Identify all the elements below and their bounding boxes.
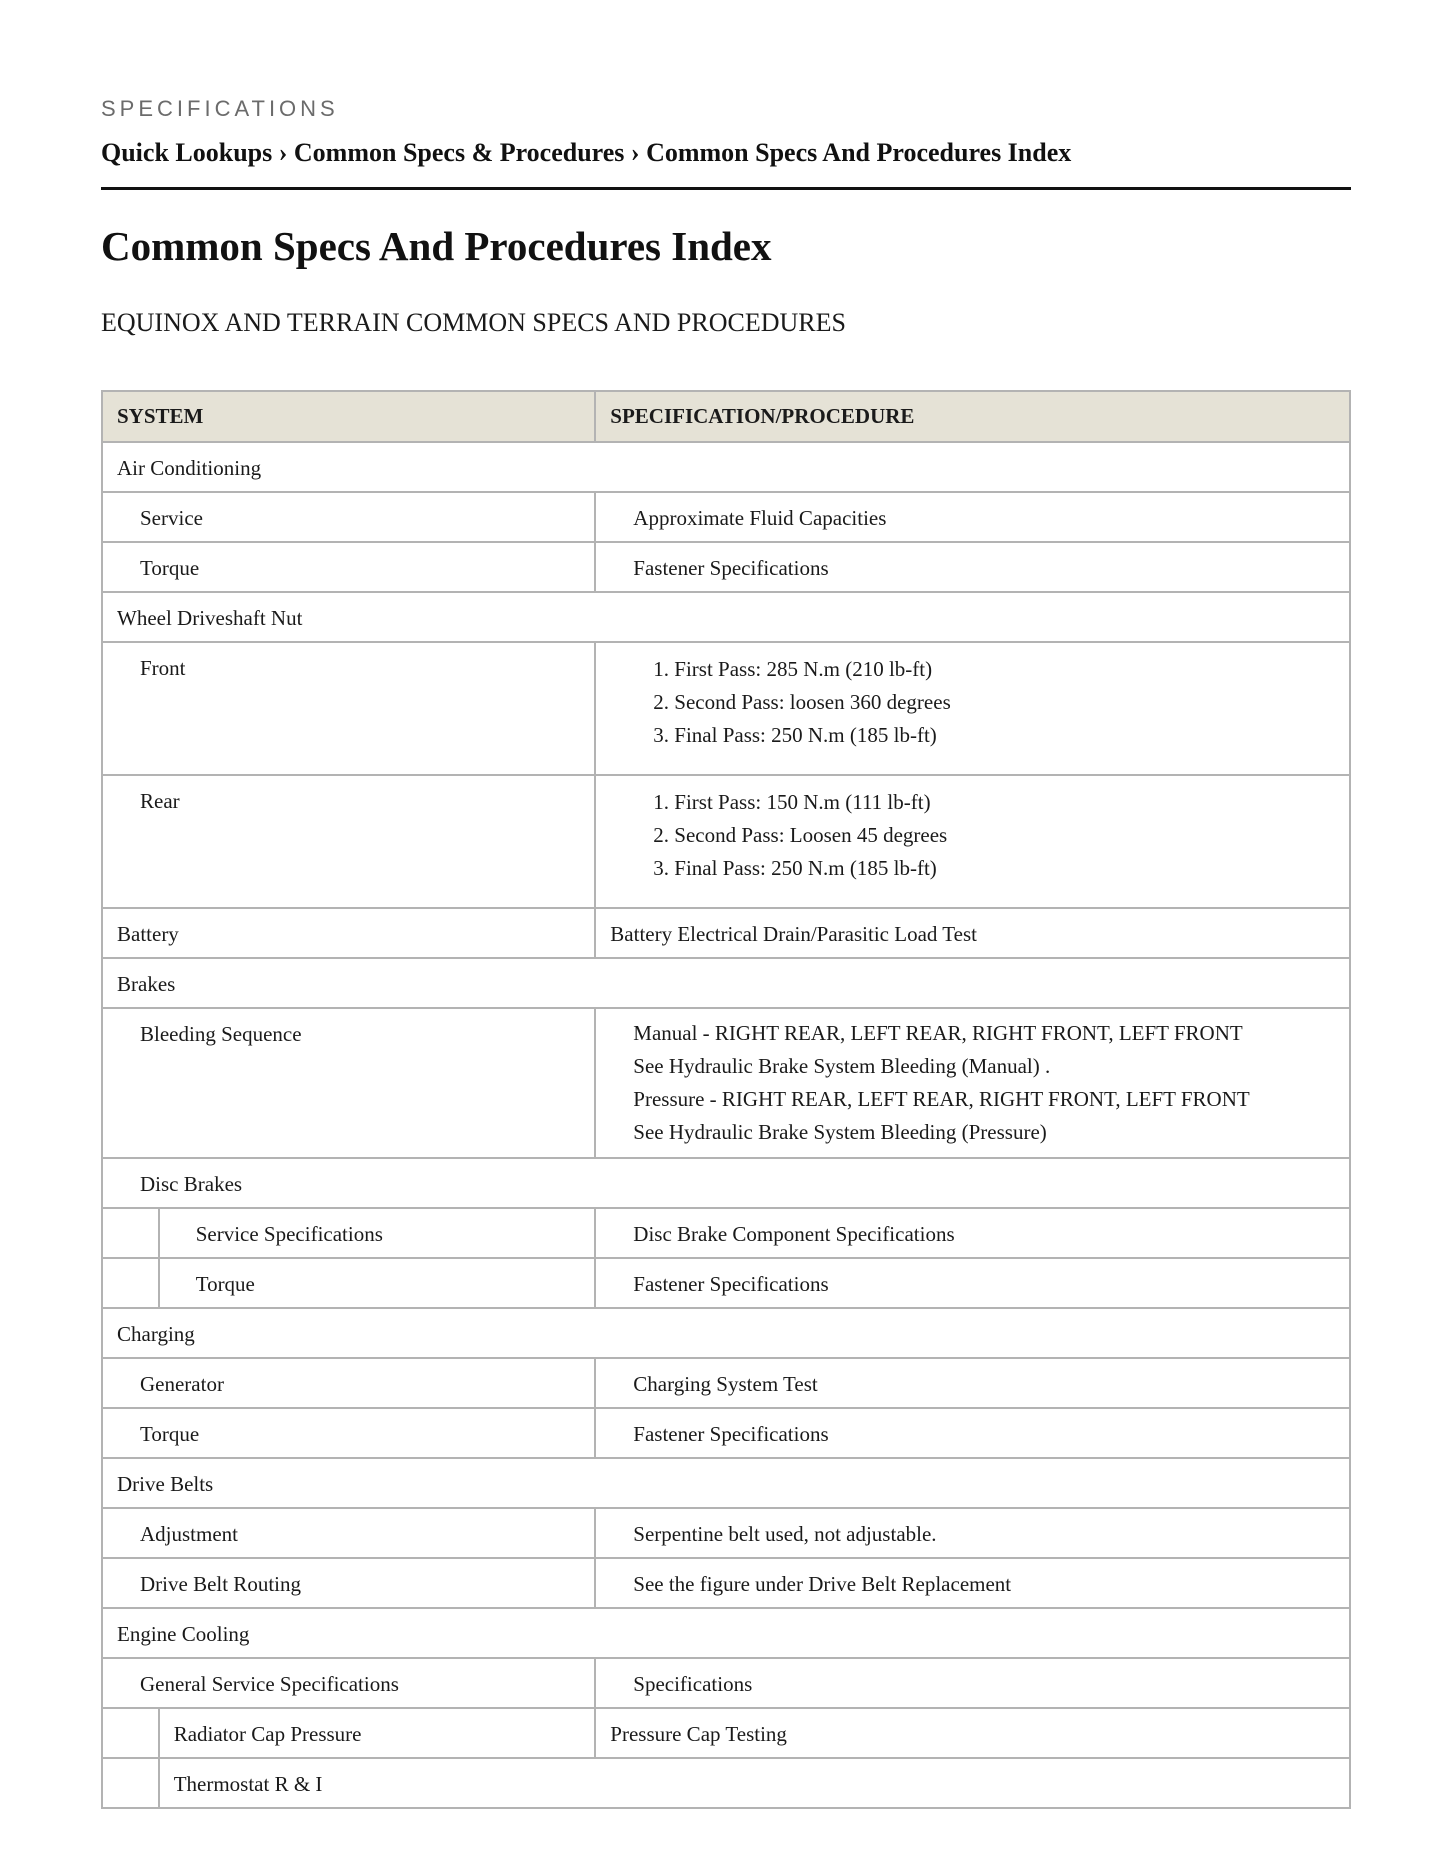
front-torque-steps [596, 653, 1349, 752]
row-value-link[interactable]: Fastener Specifications [633, 1422, 829, 1446]
category-battery: Battery [117, 922, 179, 946]
bleeding-sequence-text [596, 1009, 1349, 1157]
row-value-link[interactable]: Battery Electrical Drain/Parasitic Load Test [610, 922, 977, 946]
table-row [102, 1158, 1350, 1208]
indent-gutter [102, 1708, 159, 1758]
table-row [102, 1708, 1350, 1758]
table-row [102, 1458, 1350, 1508]
row-label: Drive Belt Routing [140, 1572, 301, 1596]
row-label: Service Specifications [195, 1222, 383, 1246]
row-label: Thermostat R & I [173, 1772, 323, 1796]
row-value-link[interactable]: See the figure under Drive Belt Replacement [633, 1572, 1012, 1596]
row-label: Service [140, 506, 203, 530]
table-row [102, 1658, 1350, 1708]
row-label: Bleeding Sequence [140, 1022, 302, 1046]
indent-gutter [102, 1258, 159, 1308]
indent-gutter [102, 1758, 159, 1808]
list-item: 2. Second Pass: loosen 360 degrees [674, 686, 1349, 719]
table-row [102, 1558, 1350, 1608]
table-row [102, 908, 1350, 958]
bleeding-line: Manual - RIGHT REAR, LEFT REAR, RIGHT FRONT, LEFT FRONT [633, 1021, 1243, 1045]
table-row [102, 1758, 1350, 1808]
page-subtitle: EQUINOX AND TERRAIN COMMON SPECS AND PROCEDURES [101, 308, 846, 337]
specs-table [101, 390, 1351, 1809]
row-value-link[interactable]: Fastener Specifications [633, 1272, 829, 1296]
table-row [102, 1258, 1350, 1308]
column-header-system: SYSTEM [102, 391, 595, 442]
row-label: Torque [140, 1422, 200, 1446]
list-item: 1. First Pass: 285 N.m (210 lb-ft) [674, 653, 1349, 686]
list-item: 2. Second Pass: Loosen 45 degrees [674, 819, 1349, 852]
column-header-specification: SPECIFICATION/PROCEDURE [595, 391, 1350, 442]
bleeding-line: Pressure - RIGHT REAR, LEFT REAR, RIGHT FRONT, LEFT FRONT [633, 1087, 1250, 1111]
row-label: Front [140, 656, 186, 680]
category-charging: Charging [117, 1322, 195, 1346]
list-item: 3. Final Pass: 250 N.m (185 lb-ft) [674, 719, 1349, 752]
row-label: Rear [140, 789, 180, 813]
breadcrumb: Quick Lookups › Common Specs & Procedures › Common Specs And Procedures Index [101, 138, 1072, 167]
table-header-row [102, 391, 1350, 442]
table-row [102, 642, 1350, 775]
row-value-link[interactable]: Disc Brake Component Specifications [633, 1222, 955, 1246]
row-label: Radiator Cap Pressure [173, 1722, 362, 1746]
indent-gutter [102, 1208, 159, 1258]
table-row [102, 958, 1350, 1008]
section-label: SPECIFICATIONS [101, 96, 339, 121]
page-title: Common Specs And Procedures Index [101, 223, 772, 269]
row-label: Torque [140, 556, 200, 580]
subcategory-disc-brakes: Disc Brakes [140, 1172, 243, 1196]
header-divider [101, 187, 1351, 190]
table-row [102, 542, 1350, 592]
row-value-link[interactable]: Fastener Specifications [633, 556, 829, 580]
row-value-link[interactable]: Approximate Fluid Capacities [633, 506, 887, 530]
table-row [102, 1358, 1350, 1408]
category-wheel-driveshaft-nut: Wheel Driveshaft Nut [117, 606, 303, 630]
row-value-link[interactable]: Pressure Cap Testing [610, 1722, 787, 1746]
bleeding-link[interactable]: See Hydraulic Brake System Bleeding (Manual) . [633, 1054, 1051, 1078]
category-drive-belts: Drive Belts [117, 1472, 214, 1496]
row-label: Generator [140, 1372, 224, 1396]
row-value-link[interactable]: Specifications [633, 1672, 753, 1696]
category-air-conditioning: Air Conditioning [117, 456, 262, 480]
list-item: 3. Final Pass: 250 N.m (185 lb-ft) [674, 852, 1349, 885]
table-row [102, 492, 1350, 542]
table-row [102, 1308, 1350, 1358]
list-item: 1. First Pass: 150 N.m (111 lb-ft) [674, 786, 1349, 819]
category-engine-cooling: Engine Cooling [117, 1622, 250, 1646]
table-row [102, 442, 1350, 492]
row-value: Serpentine belt used, not adjustable. [633, 1522, 937, 1546]
table-row [102, 1208, 1350, 1258]
rear-torque-steps [596, 786, 1349, 885]
category-brakes: Brakes [117, 972, 176, 996]
table-row [102, 775, 1350, 908]
table-row [102, 1508, 1350, 1558]
row-label: General Service Specifications [140, 1672, 399, 1696]
table-row [102, 1608, 1350, 1658]
row-value-link[interactable]: Charging System Test [633, 1372, 818, 1396]
table-row [102, 1408, 1350, 1458]
bleeding-link[interactable]: See Hydraulic Brake System Bleeding (Pressure) [633, 1120, 1047, 1144]
row-label: Torque [195, 1272, 255, 1296]
table-row [102, 1008, 1350, 1158]
table-row [102, 592, 1350, 642]
row-label: Adjustment [140, 1522, 238, 1546]
